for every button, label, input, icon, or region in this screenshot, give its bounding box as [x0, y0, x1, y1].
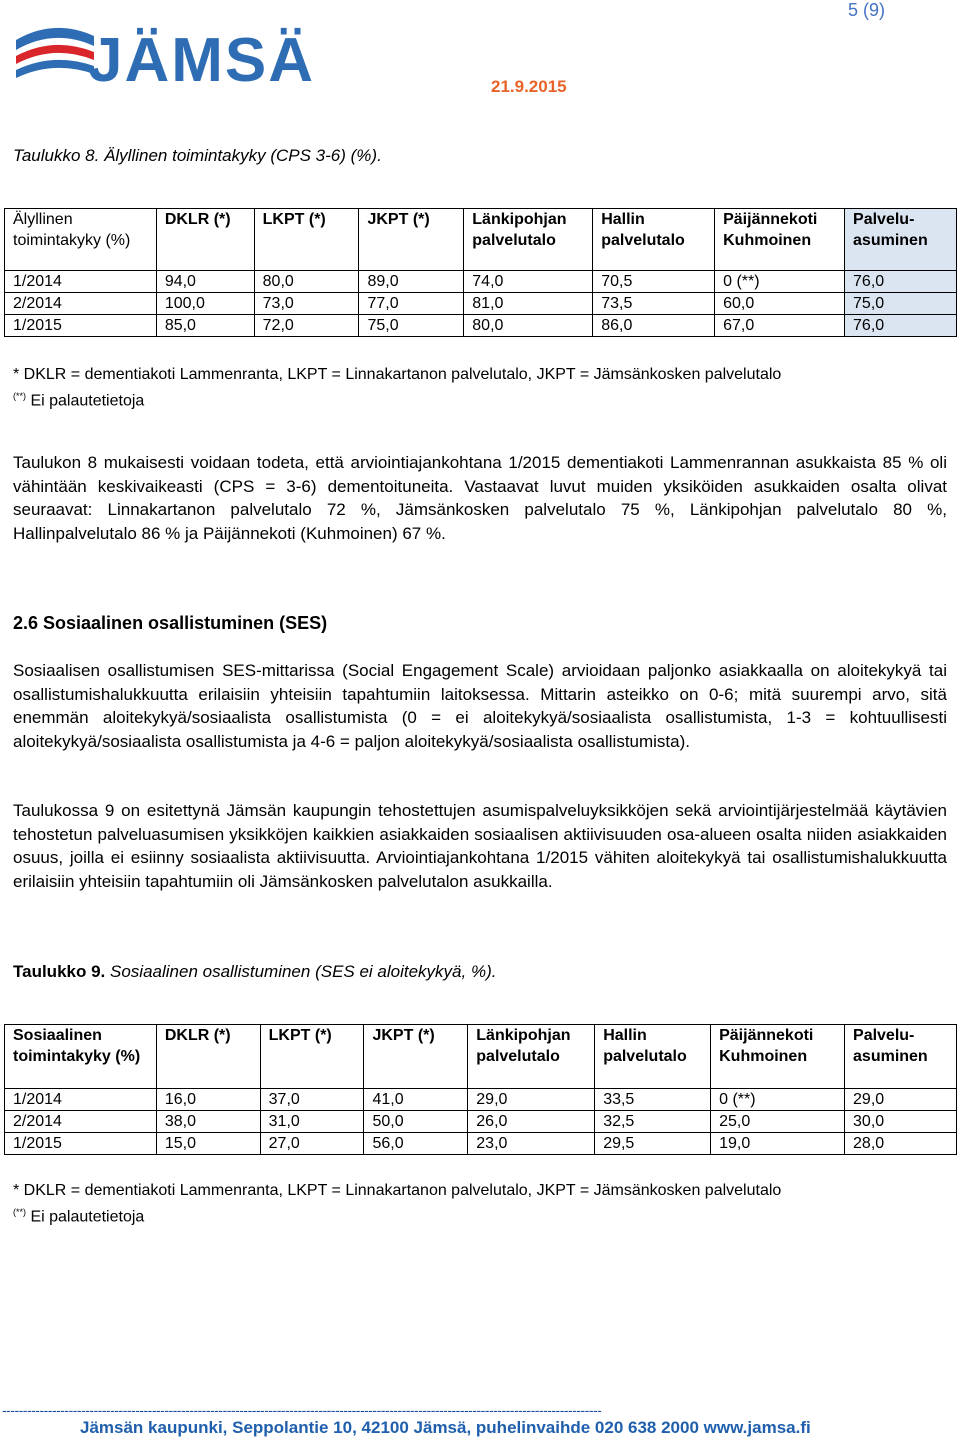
- table-cell: 77,0: [359, 293, 464, 315]
- table-cell: 16,0: [156, 1089, 260, 1111]
- table-cell: 73,0: [254, 293, 359, 315]
- table-cell: 85,0: [156, 315, 254, 337]
- table8-header-cell: Länkipohjan palvelutalo: [464, 209, 593, 271]
- table8-header-cell: JKPT (*): [359, 209, 464, 271]
- table8-header-row: [5, 209, 957, 271]
- table-cell: 19,0: [711, 1133, 845, 1155]
- table-cell: 76,0: [845, 271, 957, 293]
- table9-note-abbreviations: * DKLR = dementiakoti Lammenranta, LKPT = Linnakartanon palvelutalo, JKPT = Jämsänkosken palvelutalo: [13, 1182, 782, 1199]
- footnote-mark: (**): [13, 391, 26, 401]
- document-date: 21.9.2015: [491, 77, 567, 96]
- table-cell: 67,0: [715, 315, 845, 337]
- table-cell: 72,0: [254, 315, 359, 337]
- table9-header-cell: JKPT (*): [364, 1025, 468, 1089]
- footer-contact: Jämsän kaupunki, Seppolantie 10, 42100 Jämsä, puhelinvaihde 020 638 2000 www.jamsa.fi: [80, 1418, 811, 1437]
- table-cell: 1/2014: [5, 271, 157, 293]
- table9-header-cell: LKPT (*): [260, 1025, 364, 1089]
- page-number: 5 (9): [848, 0, 886, 20]
- table-cell: 86,0: [593, 315, 715, 337]
- table-cell: 25,0: [711, 1111, 845, 1133]
- table-cell: 27,0: [260, 1133, 364, 1155]
- table-cell: 0 (**): [711, 1089, 845, 1111]
- table8-header-cell: Päijännekoti Kuhmoinen: [715, 209, 845, 271]
- table8-note-no-data: [13, 385, 144, 412]
- table-row: [5, 271, 957, 293]
- table9-header-cell: Sosiaalinen toimintakyky (%): [5, 1025, 157, 1089]
- table-cell: 37,0: [260, 1089, 364, 1111]
- table-cell: 31,0: [260, 1111, 364, 1133]
- table-row: [5, 1089, 957, 1111]
- table8-header-cell: DKLR (*): [156, 209, 254, 271]
- table-cell: 76,0: [845, 315, 957, 337]
- table8-caption-text: Älyllinen toimintakyky (CPS 3-6) (%).: [104, 146, 382, 165]
- table-cell: 33,5: [595, 1089, 711, 1111]
- table-cell: 28,0: [845, 1133, 957, 1155]
- table-cell: 94,0: [156, 271, 254, 293]
- table9-header-cell: Länkipohjan palvelutalo: [468, 1025, 595, 1089]
- table9-caption: [13, 962, 496, 982]
- table9-header-cell: Hallin palvelutalo: [595, 1025, 711, 1089]
- table-cell: 56,0: [364, 1133, 468, 1155]
- logo-wordmark: JÄMSÄ: [88, 26, 316, 95]
- table-cell: 70,5: [593, 271, 715, 293]
- table-cell: 89,0: [359, 271, 464, 293]
- paragraph-table9-intro: Taulukossa 9 on esitettynä Jämsän kaupungin tehostettujen asumispalveluyksikköjen sekä arviointijärjestelmää käytävien tehostetun palveluasumisen yksikköjen kaikkien asiakkaiden sosiaalisen aktiivisuuden osa-alueen osalta niiden asiakkaiden osuus, joilla ei esiinny sosiaalista aktiivisuutta. Arviointiajankohtana 1/2015 vähiten aloitekykyä tai osallistumishalukkuutta erilaisiin yhteisiin tapahtumiin oli Jämsänkosken palvelutalon asukkailla.: [13, 801, 947, 891]
- paragraph-ses-description: Sosiaalisen osallistumisen SES-mittarissa (Social Engagement Scale) arvioidaan paljonko asiakkaalla on aloitekykyä tai osallistumishalukkuutta erilaisiin yhteisiin tapahtumiin laitoksessa. Mittarin asteikko on 0-6; mitä suurempi arvo, sitä enemmän aloitekykyä/sosiaalista osallistumista (0 = ei aloitekykyä/sosiaalista osallistumista, 1-3 = kohtuullisesti aloitekykyä/sosiaalista osallistumista ja 4-6 = paljon aloitekykyä/sosiaalista osallistumista).: [13, 661, 947, 751]
- table-cell: 74,0: [464, 271, 593, 293]
- section-heading: 2.6 Sosiaalinen osallistuminen (SES): [13, 613, 328, 633]
- table-cell: 1/2015: [5, 1133, 157, 1155]
- table-cell: 80,0: [464, 315, 593, 337]
- table9-header-cell: DKLR (*): [156, 1025, 260, 1089]
- table-cell: 38,0: [156, 1111, 260, 1133]
- table-cell: 0 (**): [715, 271, 845, 293]
- table8-header-cell: LKPT (*): [254, 209, 359, 271]
- table-cell: 2/2014: [5, 293, 157, 315]
- table9-caption-label: Taulukko 9.: [13, 962, 106, 981]
- table-row: [5, 1133, 957, 1155]
- table-cell: 29,0: [468, 1089, 595, 1111]
- table9-caption-text: Sosiaalinen osallistuminen (SES ei aloitekykyä, %).: [110, 962, 497, 981]
- paragraph-table8-summary: Taulukon 8 mukaisesti voidaan todeta, että arviointiajankohtana 1/2015 dementiakoti Lammenrannan asukkaista 85 % oli vähintään keskivaikeasti (CPS = 3-6) dementoituneita. Vastaavat luvut muiden yksiköiden asukkaiden osalta olivat seuraavat: Linnakartanon palvelutalo 72 %, Jämsänkosken palvelutalo 75 %, Länkipohjan palvelutalo 80 %, Hallinpalvelutalo 86 % ja Päijännekoti (Kuhmoinen) 67 %.: [13, 453, 947, 543]
- table-cell: 26,0: [468, 1111, 595, 1133]
- table-cell: 75,0: [359, 315, 464, 337]
- table8-caption-label: Taulukko 8.: [13, 146, 100, 165]
- table-row: [5, 293, 957, 315]
- table-cell: 80,0: [254, 271, 359, 293]
- table9-header-cell: Päijännekoti Kuhmoinen: [711, 1025, 845, 1089]
- table8-header-cell: Palvelu-asuminen: [845, 209, 957, 271]
- table9-header-cell: Palvelu-asuminen: [845, 1025, 957, 1089]
- table8-caption: [13, 146, 382, 166]
- table-cell: 32,5: [595, 1111, 711, 1133]
- footnote-text: Ei palautetietoja: [26, 392, 145, 410]
- table-cell: 29,5: [595, 1133, 711, 1155]
- table-cell: 81,0: [464, 293, 593, 315]
- table-cell: 73,5: [593, 293, 715, 315]
- table8: [4, 208, 957, 337]
- footnote-text: Ei palautetietoja: [26, 1208, 145, 1226]
- table9: [4, 1024, 957, 1155]
- table-cell: 2/2014: [5, 1111, 157, 1133]
- table-row: [5, 315, 957, 337]
- table8-note-abbreviations: * DKLR = dementiakoti Lammenranta, LKPT = Linnakartanon palvelutalo, JKPT = Jämsänkosken palvelutalo: [13, 366, 782, 383]
- table-cell: 15,0: [156, 1133, 260, 1155]
- table9-header-row: [5, 1025, 957, 1089]
- table-cell: 23,0: [468, 1133, 595, 1155]
- table-cell: 29,0: [845, 1089, 957, 1111]
- table-cell: 30,0: [845, 1111, 957, 1133]
- table8-header-cell: Älyllinen toimintakyky (%): [5, 209, 157, 271]
- table-cell: 60,0: [715, 293, 845, 315]
- table8-header-cell: Hallin palvelutalo: [593, 209, 715, 271]
- table-cell: 1/2015: [5, 315, 157, 337]
- table-cell: 75,0: [845, 293, 957, 315]
- table-cell: 100,0: [156, 293, 254, 315]
- table-cell: 41,0: [364, 1089, 468, 1111]
- footer-divider: ------------------------------------------------------------------------------------------------------------------------------------------------: [2, 1402, 602, 1418]
- table-cell: 1/2014: [5, 1089, 157, 1111]
- table-cell: 50,0: [364, 1111, 468, 1133]
- table-row: [5, 1111, 957, 1133]
- table9-note-no-data: [13, 1201, 144, 1228]
- footnote-mark: (**): [13, 1207, 26, 1217]
